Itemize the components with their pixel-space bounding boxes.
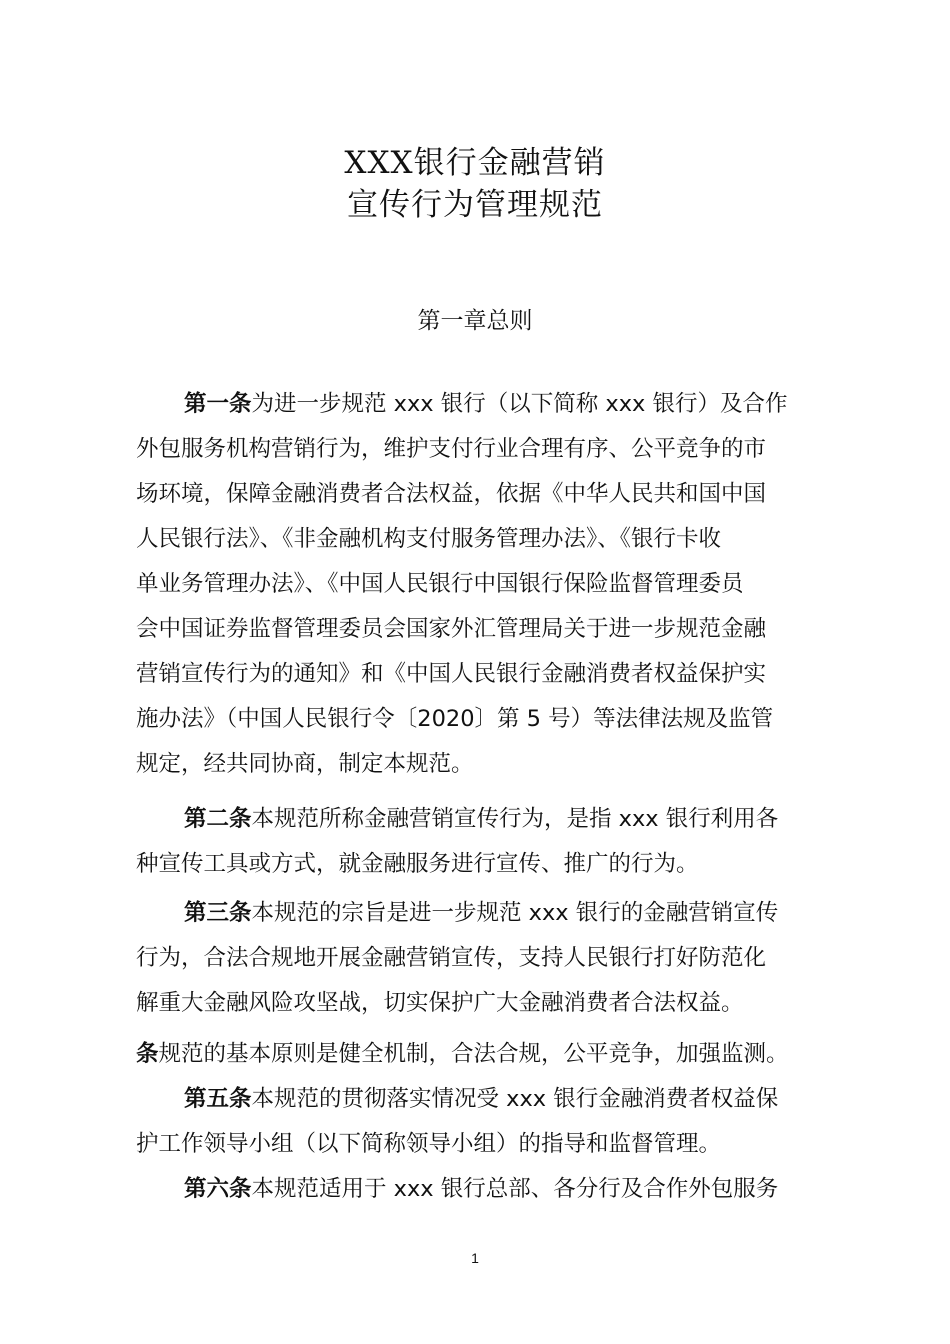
article-text: 为进一步规范 xxx 银行（以下简称 xxx 银行）及合作 (251, 391, 788, 417)
article-6-first-line (136, 1167, 836, 1212)
document-title (0, 142, 950, 226)
article-3-first-line (136, 891, 836, 936)
article-text-line: 施办法》（中国人民银行令〔2020〕第 5 号）等法律法规及监管 (136, 706, 774, 732)
article-1 (136, 382, 836, 787)
article-text-line: 规定，经共同协商，制定本规范。 (136, 751, 474, 777)
article-text-line: 人民银行法》、《非金融机构支付服务管理办法》、《银行卡收 (136, 526, 722, 552)
article-3 (136, 891, 836, 1026)
article-2-first-line (136, 797, 836, 842)
article-label: 第一条 (184, 391, 252, 417)
article-text-line: 营销宣传行为的通知》和《中国人民银行金融消费者权益保护实 (136, 661, 767, 687)
article-4-first-line (136, 1032, 856, 1077)
article-5-first-line (136, 1077, 836, 1122)
article-6 (136, 1167, 836, 1212)
page-number: 1 (471, 1250, 479, 1266)
article-label: 第三条 (184, 900, 252, 926)
article-text-line: 护工作领导小组（以下简称领导小组）的指导和监督管理。 (136, 1131, 722, 1157)
chapter-heading: 第一章总则 (417, 308, 533, 334)
article-text: 本规范所称金融营销宣传行为，是指 xxx 银行利用各 (251, 806, 779, 832)
article-text-line: 行为，合法合规地开展金融营销宣传，支持人民银行打好防范化 (136, 945, 767, 971)
article-text: 规范的基本原则是健全机制，合法合规，公平竞争，加强监测。 (158, 1041, 789, 1067)
article-text-line: 种宣传工具或方式，就金融服务进行宣传、推广的行为。 (136, 851, 699, 877)
title-line-2: 宣传行为管理规范 (347, 187, 603, 223)
article-text: 本规范的贯彻落实情况受 xxx 银行金融消费者权益保 (251, 1086, 779, 1112)
article-text: 本规范的宗旨是进一步规范 xxx 银行的金融营销宣传 (251, 900, 779, 926)
article-5 (136, 1077, 836, 1167)
title-line-1: XXX银行金融营销 (344, 145, 606, 181)
article-text-line: 场环境，保障金融消费者合法权益，依据《中华人民共和国中国 (136, 481, 767, 507)
article-label: 第六条 (184, 1176, 252, 1202)
article-1-first-line (136, 382, 836, 427)
article-4 (136, 1032, 856, 1077)
article-label: 条 (136, 1041, 159, 1067)
article-text-line: 单业务管理办法》、《中国人民银行中国银行保险监督管理委员 (136, 571, 744, 597)
article-text: 本规范适用于 xxx 银行总部、各分行及合作外包服务 (251, 1176, 779, 1202)
article-label: 第五条 (184, 1086, 252, 1112)
article-2 (136, 797, 836, 887)
article-label: 第二条 (184, 806, 252, 832)
article-text-line: 解重大金融风险攻坚战，切实保护广大金融消费者合法权益。 (136, 990, 744, 1016)
article-text-line: 会中国证券监督管理委员会国家外汇管理局关于进一步规范金融 (136, 616, 767, 642)
article-text-line: 外包服务机构营销行为，维护支付行业合理有序、公平竞争的市 (136, 436, 767, 462)
